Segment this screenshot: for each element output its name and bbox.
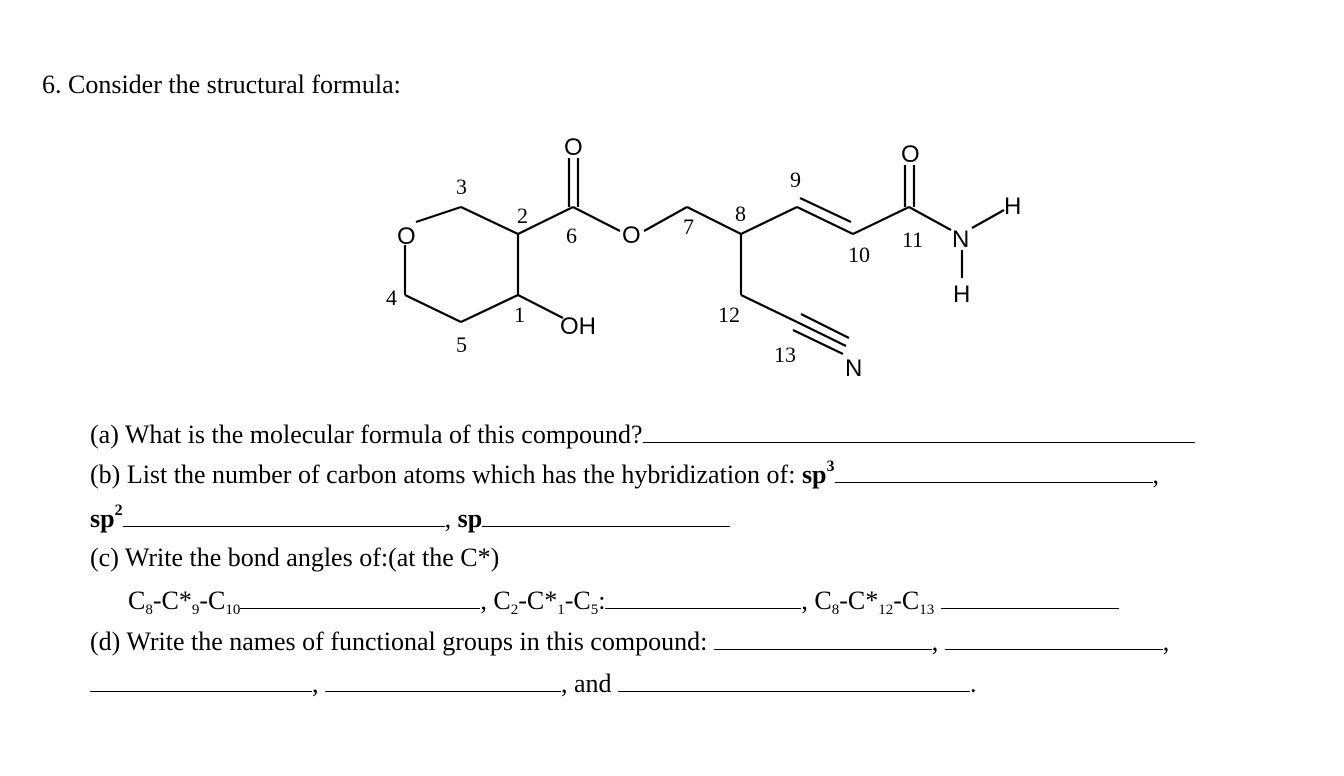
bond-9-10-b (800, 198, 851, 222)
carbon-number-7: 7 (683, 214, 694, 239)
question-b-text: (b) List the number of carbon atoms which has the hybridization of: (90, 460, 802, 489)
carbon-number-1: 1 (514, 302, 525, 327)
answer-blank-angle2[interactable] (605, 586, 801, 609)
bond-8-9 (741, 207, 797, 234)
answer-blank-group2[interactable] (945, 627, 1163, 650)
carbon-number-4: 4 (386, 285, 397, 310)
bond-9-10-a (797, 207, 853, 234)
carbon-number-8: 8 (735, 201, 746, 226)
answer-blank-group1[interactable] (714, 627, 932, 650)
answer-blank-group3[interactable] (90, 669, 312, 692)
answer-blank-molecular-formula[interactable] (643, 420, 1195, 443)
bond-N-H1 (972, 210, 1004, 228)
bond-5-4 (405, 295, 461, 322)
carbon-number-6: 6 (566, 223, 577, 248)
question-a-text: (a) What is the molecular formula of this compound? (90, 420, 643, 449)
bond-O-3 (416, 207, 461, 222)
comma: , (444, 504, 452, 533)
carbon-number-12: 12 (718, 302, 740, 327)
question-b (90, 460, 1159, 490)
carbon-number-5: 5 (456, 332, 467, 357)
answer-blank-sp[interactable] (482, 504, 730, 527)
carbon-number-3: 3 (456, 174, 467, 199)
angle-C2-C1-C5: $C_2-C*_1-C_5$: (493, 586, 606, 618)
atom-OH: OH (560, 313, 596, 340)
angle-C8-C12-C13: $C_8-C*_{12}-C_{13}$ (814, 586, 935, 618)
carbon-number-2: 2 (517, 203, 528, 228)
answer-blank-angle1[interactable] (240, 586, 480, 609)
atom-O-ring: O (397, 223, 416, 250)
sp3-label: $sp^3$ (801, 458, 835, 489)
bond-6-Oester (573, 207, 620, 231)
atom-O-carbonyl2: O (901, 141, 920, 168)
question-a (90, 420, 1195, 450)
carbon-number-10: 10 (848, 242, 870, 267)
bond-3-2 (461, 207, 518, 234)
bond-10-11 (853, 207, 909, 234)
question-d: (d) Write the names of functional groups in this compound: , , (90, 627, 1170, 656)
comma: , (1152, 460, 1160, 489)
bond-7-8 (687, 207, 741, 234)
bond-12-13 (741, 295, 797, 322)
atom-N-amide: N (952, 226, 970, 253)
answer-blank-sp2[interactable] (123, 504, 445, 527)
carbon-number-13: 13 (774, 342, 796, 367)
question-c-angles: $C_8-C*_9-C_{10}$ , $C_2-C*_1-C_5$: , $C_8-C*_{12}-C_{13}$ (128, 586, 1119, 616)
answer-blank-group5[interactable] (618, 669, 970, 692)
answer-blank-sp3[interactable] (835, 460, 1153, 483)
carbon-number-11: 11 (902, 227, 924, 252)
atom-O-carbonyl1: O (564, 134, 583, 161)
question-d-cont: , , and . (90, 669, 977, 699)
atom-O-ester: O (622, 222, 641, 249)
atom-H2: H (953, 281, 971, 308)
answer-blank-angle3[interactable] (941, 586, 1119, 609)
sp-label: sp (457, 504, 483, 533)
sp2-label: $sp^2$ (90, 502, 123, 533)
atom-N-nitrile: N (845, 355, 863, 382)
bond-Oester-7 (644, 207, 687, 231)
question-b-cont (90, 504, 730, 534)
carbon-number-9: 9 (790, 167, 801, 192)
bond-13-N-b (801, 314, 849, 338)
bond-1-5 (461, 295, 518, 322)
angle-C8-C9-C10: $C_8-C*_9-C_{10}$ (128, 586, 241, 618)
question-c: (c) Write the bond angles of:(at the C*) (90, 543, 500, 572)
atom-H1: H (1004, 193, 1022, 220)
answer-blank-group4[interactable] (325, 669, 561, 692)
and-text: and (574, 669, 612, 698)
question-heading: 6. Consider the structural formula: (42, 70, 401, 99)
question-d-text: (d) Write the names of functional groups in this compound: (90, 627, 708, 656)
